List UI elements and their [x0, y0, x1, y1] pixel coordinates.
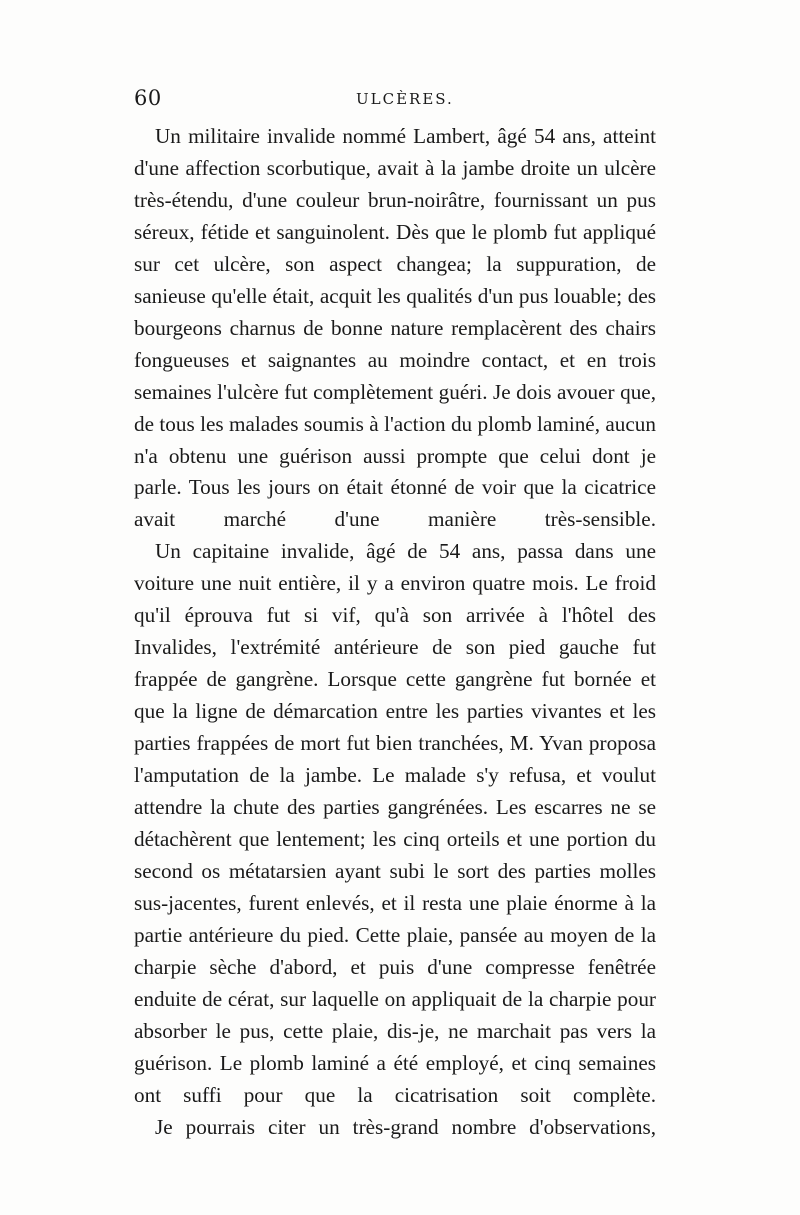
page-number: 60 [134, 86, 162, 110]
paragraph-lambert: Un militaire invalide nommé Lambert, âgé 54 ans, atteint d'une affection scorbutique, avait à la jambe droite un ulcère très-étendu, d'une couleur brun-noirâtre, fournissant un pus séreux, fétide et sanguinolent. Dès que le plomb fut appliqué sur cet ulcère, son aspect changea; la suppuration, de sanieuse qu'elle était, acquit les qualités d'un pus louable; des bourgeons charnus de bonne nature remplacèrent des chairs fongueuses et saignantes au moindre contact, et en trois semaines l'ulcère fut complètement guéri. Je dois avouer que, de tous les malades soumis à l'action du plomb laminé, aucun n'a obtenu une guérison aussi prompte que celui dont je parle. Tous les jours on était étonné de voir que la cicatrice avait marché d'une manière très-sensible. [134, 124, 656, 532]
paragraph-capitaine: Un capitaine invalide, âgé de 54 ans, passa dans une voiture une nuit entière, il y a environ quatre mois. Le froid qu'il éprouva fut si vif, qu'à son arrivée à l'hôtel des Invalides, l'extrémité antérieure de son pied gauche fut frappée de gangrène. Lorsque cette gangrène fut bornée et que la ligne de démarcation entre les parties vivantes et les parties frappées de mort fut bien tranchées, M. Yvan proposa l'amputation de la jambe. Le malade s'y refusa, et voulut attendre la chute des parties gangrénées. Les escarres ne se détachèrent que lentement; les cinq orteils et une portion du second os métatarsien ayant subi le sort des parties molles sus-jacentes, furent enlevés, et il resta une plaie énorme à la partie antérieure du pied. Cette plaie, pansée au moyen de la charpie sèche d'abord, et puis d'une compresse fenêtrée enduite de cérat, sur laquelle on appliquait de la charpie pour absorber le pus, cette plaie, dis-je, ne marchait pas vers la guérison. Le plomb laminé a été employé, et cinq semaines ont suffi pour que la cicatrisation soit complète. [134, 539, 656, 1107]
running-title: ULCÈRES. [356, 90, 454, 108]
body-text [134, 121, 656, 1144]
page-header [134, 86, 664, 114]
paragraph-observations: Je pourrais citer un très-grand nombre d'observations, [155, 1114, 656, 1139]
